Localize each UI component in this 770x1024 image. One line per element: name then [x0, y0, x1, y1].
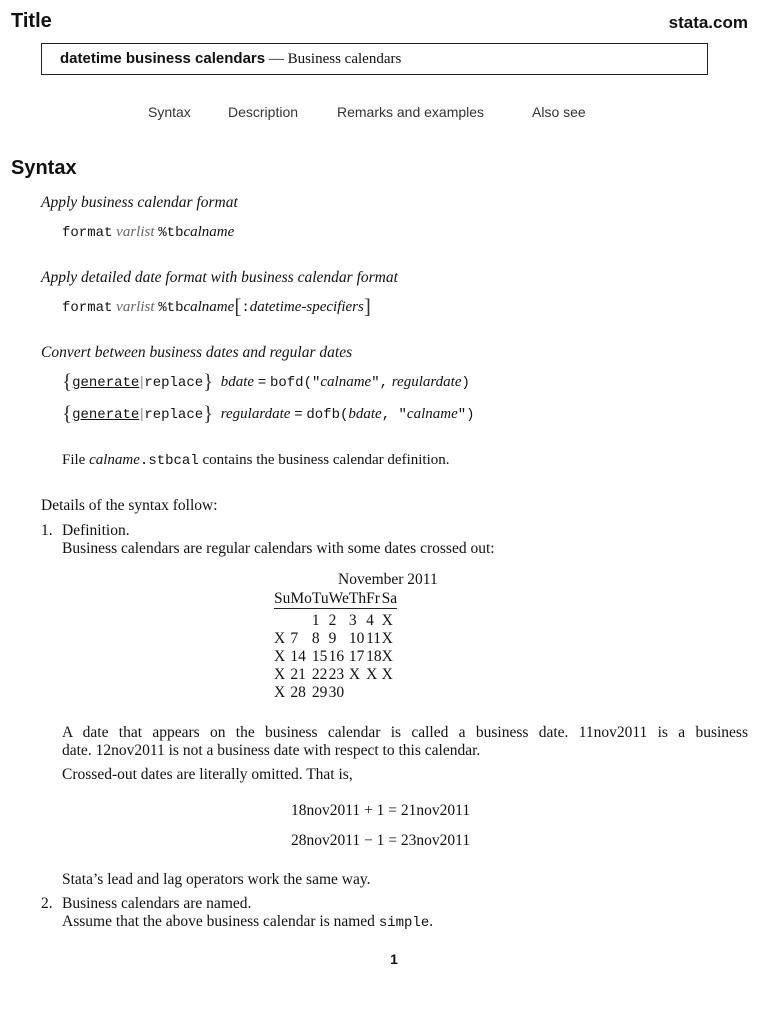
- left-bracket: [: [234, 294, 242, 318]
- syntax-line-format: [62, 224, 234, 241]
- arg-regulardate: regulardate: [220, 406, 291, 422]
- func-dofb: dofb(: [306, 407, 349, 423]
- item-2-text-post: .: [429, 913, 434, 930]
- calendar-day-header: Mo: [290, 589, 312, 607]
- calendar-day-cell: 15: [311, 648, 328, 665]
- right-brace: }: [203, 401, 214, 425]
- calendar-table: [274, 589, 397, 702]
- punct: , ": [381, 407, 407, 423]
- site-name[interactable]: stata.com: [668, 13, 748, 32]
- right-brace: }: [203, 369, 214, 393]
- fmt-prefix: %tb: [158, 225, 184, 241]
- calendar-title: November 2011: [338, 571, 438, 588]
- calendar-day-cell: X: [381, 612, 393, 629]
- calendar-week-row: [274, 666, 397, 684]
- calendar-day-cell: X: [381, 648, 393, 665]
- calendar-day-header: Fr: [366, 589, 380, 607]
- calendar-day-cell: 22: [311, 666, 328, 683]
- calendar-day-cell: 4: [366, 612, 374, 629]
- nav-link-also-see[interactable]: Also see: [532, 104, 586, 120]
- close-paren: "): [457, 407, 475, 423]
- calendar-day-cell: 16: [328, 648, 345, 665]
- colon: :: [241, 300, 250, 316]
- subheading-apply-format: Apply business calendar format: [41, 194, 238, 211]
- calendar-day-cell: 2: [328, 612, 337, 629]
- separator: |: [140, 374, 144, 390]
- nav-link-remarks[interactable]: Remarks and examples: [337, 104, 485, 120]
- syntax-line-detailed: [62, 294, 371, 318]
- file-line: [62, 452, 450, 469]
- left-brace: {: [62, 369, 73, 393]
- calendar-day-cell: 29: [311, 684, 328, 701]
- calendar-day-cell: [366, 684, 382, 702]
- calendar-day-header: Sa: [381, 589, 398, 607]
- calendar-day-cell: 18: [366, 648, 382, 665]
- item-1-number: 1.: [41, 522, 53, 539]
- calendar-day-cell: 7: [290, 630, 299, 647]
- arg-bdate: bdate: [220, 374, 255, 390]
- item-2-number: 2.: [41, 895, 53, 912]
- calendar-day-cell: 21: [290, 666, 306, 683]
- para-business-date-1: A date that appears on the business calendar is called a business date. 11nov2011 is a business: [62, 724, 748, 741]
- calendar-name: simple: [378, 915, 430, 931]
- title-dash: —: [268, 51, 284, 67]
- punct: ",: [371, 375, 389, 391]
- arg-bdate: bdate: [348, 406, 382, 422]
- arg-calname: calname: [183, 299, 235, 315]
- calendar-day-header: Tu: [311, 589, 329, 607]
- arg-calname: calname: [406, 406, 458, 422]
- calendar-day-cell: 14: [290, 648, 306, 665]
- command-description: Business calendars: [287, 51, 402, 67]
- separator: |: [140, 406, 144, 422]
- calendar-day-cell: X: [348, 666, 361, 683]
- calendar-day-cell: X: [274, 684, 286, 701]
- file-pre: File: [62, 452, 86, 468]
- calendar-day-cell: 8: [311, 630, 320, 647]
- calendar-day-cell: 11: [366, 630, 382, 647]
- calendar-week-row: [274, 630, 397, 648]
- para-lead-lag: Stata’s lead and lag operators work the same way.: [62, 871, 371, 888]
- arg-varlist: varlist: [116, 299, 155, 315]
- arg-calname: calname: [183, 224, 235, 240]
- calendar-day-cell: 28: [290, 684, 306, 701]
- equation-1: 18nov2011 + 1 = 21nov2011: [291, 802, 471, 819]
- calendar-day-cell: X: [274, 630, 286, 647]
- title-box: [41, 43, 708, 75]
- item-2-text: [62, 913, 433, 931]
- calendar-day-cell: X: [366, 666, 378, 683]
- calendar-week-row: [274, 684, 397, 702]
- syntax-line-bofd: [62, 369, 470, 393]
- calendar-day-cell: 10: [348, 630, 365, 647]
- syntax-line-dofb: [62, 401, 475, 425]
- calendar-day-cell: 3: [348, 612, 357, 629]
- command-name: datetime business calendars: [60, 50, 266, 67]
- equals: =: [294, 407, 303, 423]
- calendar-day-cell: 1: [311, 612, 320, 629]
- cmd-replace: replace: [144, 407, 204, 423]
- file-ext: .stbcal: [139, 453, 199, 469]
- close-paren: ): [461, 375, 470, 391]
- calendar-day-cell: [349, 684, 366, 702]
- calendar-day-cell: [274, 609, 290, 631]
- nav-link-syntax[interactable]: Syntax: [148, 104, 191, 120]
- page-number: 1: [390, 951, 398, 967]
- subheading-convert: Convert between business dates and regular dates: [41, 344, 353, 361]
- cmd-replace: replace: [144, 375, 204, 391]
- arg-specifiers: datetime-specifiers: [249, 299, 364, 315]
- cmd-format: format: [62, 300, 113, 316]
- arg-calname: calname: [320, 374, 372, 390]
- section-title: Title: [11, 10, 52, 32]
- calendar-day-cell: X: [274, 648, 286, 665]
- arg-varlist: varlist: [116, 224, 155, 240]
- calendar-day-cell: 17: [348, 648, 365, 665]
- equals: =: [257, 375, 267, 391]
- item-1-text: Business calendars are regular calendars with some dates crossed out:: [62, 540, 495, 557]
- file-calname: calname: [89, 452, 140, 468]
- item-1-title: Definition.: [62, 522, 130, 539]
- left-brace: {: [62, 401, 73, 425]
- para-crossed-out: Crossed-out dates are literally omitted. That is,: [62, 766, 353, 783]
- item-2-text-pre: Assume that the above business calendar is named: [62, 913, 375, 930]
- calendar-day-header: We: [328, 589, 349, 607]
- arg-regulardate: regulardate: [391, 374, 462, 390]
- details-intro: Details of the syntax follow:: [41, 497, 218, 514]
- item-2-title: Business calendars are named.: [62, 895, 252, 912]
- calendar-day-cell: 30: [328, 684, 345, 701]
- file-post: contains the business calendar definition.: [202, 452, 450, 468]
- calendar-day-cell: 9: [328, 630, 337, 647]
- para-business-date-2: date. 12nov2011 is not a business date with respect to this calendar.: [62, 742, 481, 759]
- calendar-week-row: [274, 609, 397, 631]
- calendar-week-row: [274, 648, 397, 666]
- subheading-apply-detailed: Apply detailed date format with business calendar format: [41, 269, 398, 286]
- calendar-day-cell: [382, 684, 398, 702]
- calendar-day-header: Th: [348, 589, 367, 607]
- right-bracket: ]: [363, 294, 371, 318]
- equation-2: 28nov2011 − 1 = 23nov2011: [291, 832, 471, 849]
- cmd-format: format: [62, 225, 113, 241]
- calendar-day-cell: X: [274, 666, 286, 683]
- cmd-generate: generate: [72, 375, 140, 391]
- cmd-generate: generate: [72, 407, 140, 423]
- calendar-day-header: Su: [274, 589, 291, 607]
- calendar-day-cell: 23: [328, 666, 345, 683]
- calendar-day-cell: [290, 609, 312, 631]
- fmt-prefix: %tb: [158, 300, 184, 316]
- func-bofd: bofd(": [269, 375, 321, 391]
- calendar-day-cell: X: [381, 666, 393, 683]
- calendar-header-row: [274, 589, 397, 609]
- nav-link-description[interactable]: Description: [228, 104, 299, 120]
- calendar-day-cell: X: [381, 630, 393, 647]
- syntax-heading: Syntax: [11, 157, 77, 179]
